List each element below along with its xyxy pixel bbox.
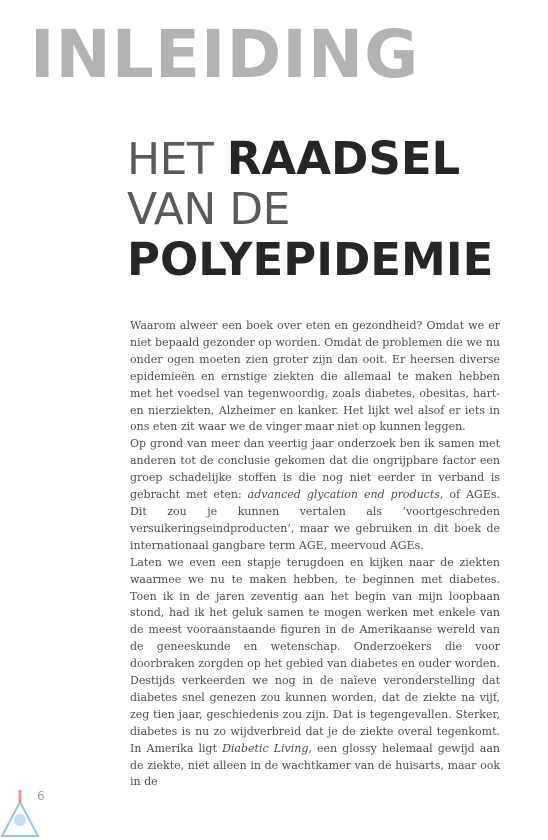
watermark-logo-icon bbox=[0, 788, 40, 838]
title-line-2: VAN DE bbox=[127, 184, 290, 235]
paragraph-3 bbox=[130, 555, 500, 792]
title-line-3: POLYEPIDEMIE bbox=[127, 233, 494, 286]
paragraph-2-text-b: , of AGEs. Dit zou je kunnen vertalen als ‘voortgeschreden versuikeringseindproducten’, maar we gebruiken in dit boek de internationaal gangbare term AGE, meervoud AGEs. bbox=[130, 488, 500, 552]
body-text bbox=[130, 318, 500, 791]
paragraph-3-text-b: , een glossy helemaal gewijd aan de ziekte, niet alleen in de wachtkamer van de huisarts, maar ook in de bbox=[130, 741, 500, 789]
paragraph-2-text-a: Op grond van meer dan veertig jaar onderzoek ben ik samen met anderen tot de conclusie gekomen dat die ongrijpbare factor een groep schadelijke stoffen is die nog niet eerder in verband is gebracht met eten: bbox=[130, 437, 500, 502]
chapter-title bbox=[127, 134, 493, 285]
paragraph-3-magazine-title: Diabetic Living bbox=[222, 741, 309, 755]
title-word-het: HET bbox=[127, 134, 227, 185]
paragraph-1: Waarom alweer een boek over eten en gezondheid? Omdat we er niet bepaald gezonder op worden. Omdat de problemen die we nu onder ogen moeten zien groter zijn dan ooit. Er heersen diverse epidemieën en ernstige ziekten die allemaal te maken hebben met het voedsel van tegenwoordig, zoals diabetes, obesitas, hart- en nierziekten, Alzheimer en kanker. Het lijkt wel alsof er iets in ons eten zit waar we de vinger maar niet op kunnen leggen. bbox=[130, 319, 500, 434]
title-word-raadsel: RAADSEL bbox=[226, 132, 461, 185]
paragraph-3-text-a: Laten we even een stapje terugdoen en kijken naar de ziekten waarmee we nu te maken hebben, te beginnen met diabetes. Toen ik in de jaren zeventig aan het begin van mijn loopbaan stond, had ik het geluk samen te mogen werken met enkele van de meest vooraanstaande figuren in de Amerikaanse wereld van de geneeskunde en wetenschap. Onderzoekers die voor doorbraken zorgden op het gebied van diabetes en ouder worden. Destijds verkeerden we nog in de naïeve veronderstelling dat diabetes snel genezen zou kunnen worden, dat de ziekte na vijf, zeg tien jaar, geschiedenis zou zijn. Dat is tegengevallen. Sterker, diabetes is nu zo wijdverbreid dat je de ziekte overal tegenkomt. In Amerika ligt bbox=[130, 555, 500, 755]
title-line-1 bbox=[127, 134, 493, 185]
section-kicker: INLEIDING bbox=[30, 16, 420, 93]
page-number: 6 bbox=[37, 789, 45, 803]
paragraph-2 bbox=[130, 436, 500, 554]
paragraph-2-term: advanced glycation end products bbox=[247, 488, 440, 502]
